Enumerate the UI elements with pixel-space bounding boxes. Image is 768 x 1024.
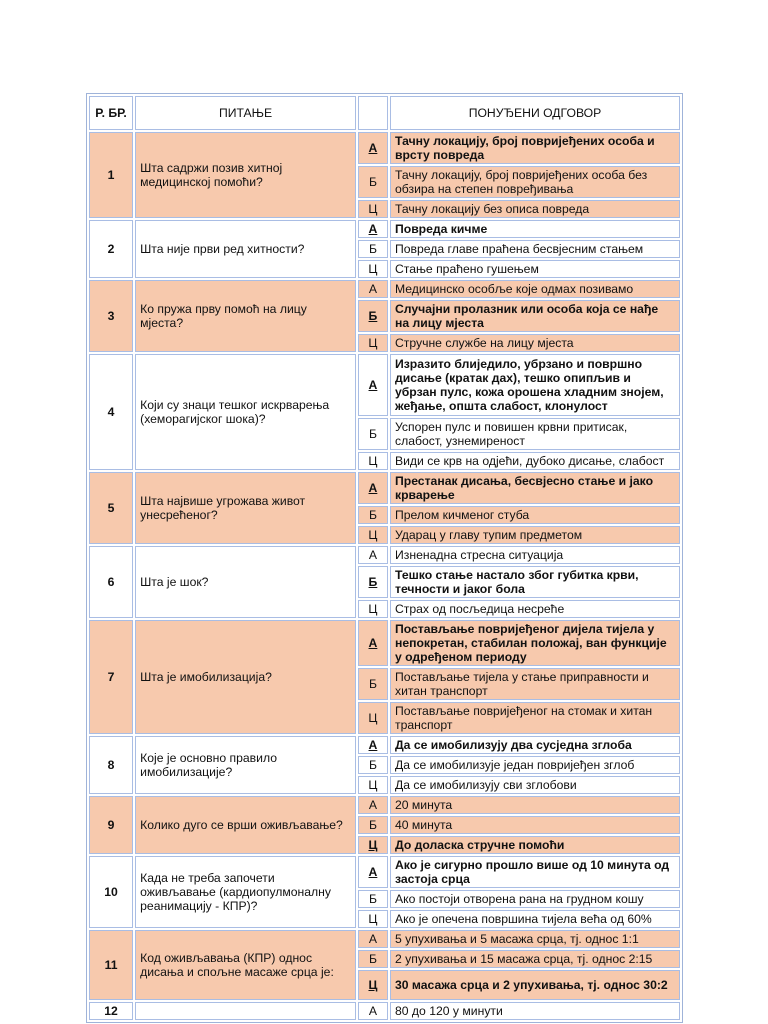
question-text: Који су знаци тешког искрварења (хеморагијског шока)? [135, 354, 356, 470]
option-letter: Б [358, 166, 388, 198]
correct-answer-text: Да се имобилизују два сусједна зглоба [390, 736, 680, 754]
answer-text: Успорен пулс и повишен крвни притисак, слабост, узнемиреност [390, 418, 680, 450]
answer-text: Изненадна стресна ситуација [390, 546, 680, 564]
answer-row [89, 354, 680, 416]
question-number: 6 [89, 546, 133, 618]
option-letter: Ц [358, 702, 388, 734]
answer-row [89, 736, 680, 754]
answer-text: Прелом кичменог стуба [390, 506, 680, 524]
answer-text: 40 минута [390, 816, 680, 834]
option-letter: Б [358, 950, 388, 968]
question-text: Шта садржи позив хитној медицинској помоћи? [135, 132, 356, 218]
option-letter: А [358, 736, 388, 754]
option-letter: Ц [358, 776, 388, 794]
question-text: Када не треба започети оживљавање (кардиопулмоналну реанимацију - КПР)? [135, 856, 356, 928]
option-letter: Ц [358, 600, 388, 618]
option-letter: А [358, 472, 388, 504]
option-letter: А [358, 620, 388, 666]
answer-text: Постављање повријеђеног на стомак и хитан транспорт [390, 702, 680, 734]
option-letter: А [358, 280, 388, 298]
question-text: Шта највише угрожава живот унесрећеног? [135, 472, 356, 544]
question-text: Шта је имобилизација? [135, 620, 356, 734]
option-letter: А [358, 796, 388, 814]
answer-row [89, 1002, 680, 1020]
option-letter: Ц [358, 200, 388, 218]
answer-row [89, 132, 680, 164]
answer-text: Тачну локацију без описа повреда [390, 200, 680, 218]
option-letter: А [358, 1002, 388, 1020]
question-text: Шта није први ред хитности? [135, 220, 356, 278]
question-number: 10 [89, 856, 133, 928]
answer-text: 20 минута [390, 796, 680, 814]
answer-text: 5 упухивања и 5 масажа срца, тј. однос 1:1 [390, 930, 680, 948]
option-letter: Б [358, 240, 388, 258]
correct-answer-text: Случајни пролазник или особа која се нађе на лицу мјеста [390, 300, 680, 332]
answer-text: Ако је опечена површина тијела већа од 60% [390, 910, 680, 928]
answer-row [89, 280, 680, 298]
question-number: 12 [89, 1002, 133, 1020]
answer-text: Ударац у главу тупим предметом [390, 526, 680, 544]
answer-row [89, 930, 680, 948]
answer-text: Ако постоји отворена рана на грудном кошу [390, 890, 680, 908]
option-letter: А [358, 856, 388, 888]
header-question: ПИТАЊЕ [135, 96, 356, 130]
option-letter: Б [358, 418, 388, 450]
correct-answer-text: Повреда кичме [390, 220, 680, 238]
correct-answer-text: Престанак дисања, бесвјесно стање и јако крварење [390, 472, 680, 504]
answer-row [89, 546, 680, 564]
question-number: 3 [89, 280, 133, 352]
question-number: 4 [89, 354, 133, 470]
answer-row [89, 856, 680, 888]
answer-text: Види се крв на одјећи, дубоко дисање, слабост [390, 452, 680, 470]
header-answer: ПОНУЂЕНИ ОДГОВОР [390, 96, 680, 130]
question-number: 2 [89, 220, 133, 278]
answer-text: Тачну локацију, број повријеђених особа без обзира на степен повређивања [390, 166, 680, 198]
correct-answer-text: До доласка стручне помоћи [390, 836, 680, 854]
answer-row [89, 220, 680, 238]
answer-text: Стање праћено гушењем [390, 260, 680, 278]
option-letter: А [358, 930, 388, 948]
option-letter: Б [358, 300, 388, 332]
correct-answer-text: 30 масажа срца и 2 упухивања, тј. однос 30:2 [390, 970, 680, 1000]
question-number: 5 [89, 472, 133, 544]
answer-row [89, 472, 680, 504]
question-number: 9 [89, 796, 133, 854]
option-letter: А [358, 132, 388, 164]
option-letter: Б [358, 816, 388, 834]
answer-text: 80 до 120 у минути [390, 1002, 680, 1020]
option-letter: Ц [358, 970, 388, 1000]
correct-answer-text: Тешко стање настало због губитка крви, течности и јаког бола [390, 566, 680, 598]
option-letter: Б [358, 890, 388, 908]
question-text: Код оживљавања (КПР) однос дисања и спољне масаже срца је: [135, 930, 356, 1000]
option-letter: Ц [358, 526, 388, 544]
header-number: Р. БР. [89, 96, 133, 130]
answer-row [89, 620, 680, 666]
question-text: Које је основно правило имобилизације? [135, 736, 356, 794]
question-text: Ко пружа прву помоћ на лицу мјеста? [135, 280, 356, 352]
answer-text: Медицинско особље које одмах позивамо [390, 280, 680, 298]
answer-text: Страх од посљедица несреће [390, 600, 680, 618]
answer-text: Да се имобилизују сви зглобови [390, 776, 680, 794]
answer-row [89, 796, 680, 814]
option-letter: Ц [358, 452, 388, 470]
correct-answer-text: Изразито блиједило, убрзано и површно дисање (кратак дах), тешко опипљив и убрзан пулс, кожа орошена хладним знојем, жеђање, општа слабост, клонулост [390, 354, 680, 416]
correct-answer-text: Постављање повријеђеног дијела тијела у непокретан, стабилан положај, ван функције у одређеном периоду [390, 620, 680, 666]
quiz-table [86, 93, 683, 1023]
question-text: Колико дуго се врши оживљавање? [135, 796, 356, 854]
question-text: Шта је шок? [135, 546, 356, 618]
question-number: 8 [89, 736, 133, 794]
option-letter: А [358, 354, 388, 416]
option-letter: Б [358, 506, 388, 524]
option-letter: Ц [358, 836, 388, 854]
option-letter: Б [358, 668, 388, 700]
correct-answer-text: Ако је сигурно прошло више од 10 минута од застоја срца [390, 856, 680, 888]
option-letter: Ц [358, 910, 388, 928]
option-letter: Ц [358, 260, 388, 278]
option-letter: А [358, 220, 388, 238]
header-letter [358, 96, 388, 130]
question-number: 1 [89, 132, 133, 218]
correct-answer-text: Тачну локацију, број повријеђених особа и врсту повреда [390, 132, 680, 164]
question-text [135, 1002, 356, 1020]
answer-text: Постављање тијела у стање приправности и хитан транспорт [390, 668, 680, 700]
question-number: 11 [89, 930, 133, 1000]
option-letter: Б [358, 756, 388, 774]
answer-text: Стручне службе на лицу мјеста [390, 334, 680, 352]
header-row [89, 96, 680, 130]
option-letter: Ц [358, 334, 388, 352]
quiz-table-body [89, 96, 680, 1020]
option-letter: А [358, 546, 388, 564]
option-letter: Б [358, 566, 388, 598]
question-number: 7 [89, 620, 133, 734]
answer-text: 2 упухивања и 15 масажа срца, тј. однос 2:15 [390, 950, 680, 968]
answer-text: Повреда главе праћена бесвјесним стањем [390, 240, 680, 258]
answer-text: Да се имобилизује један повријеђен зглоб [390, 756, 680, 774]
